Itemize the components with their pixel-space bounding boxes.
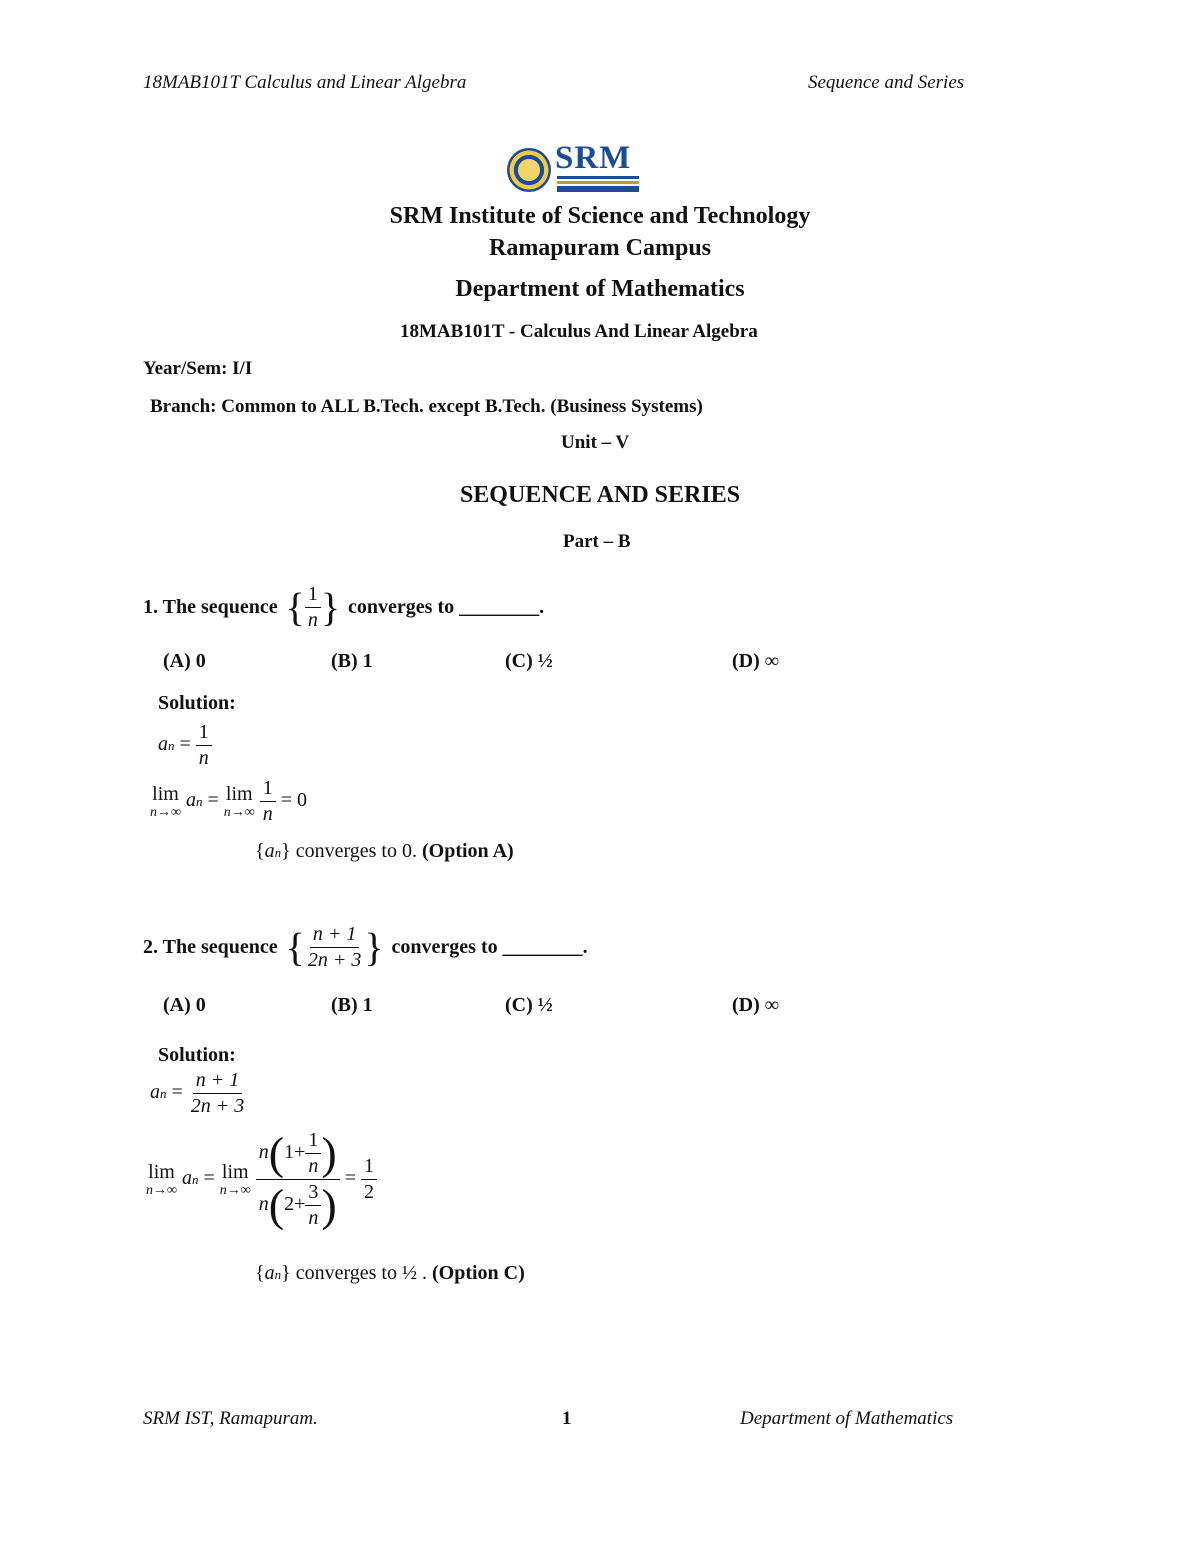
q2-conclusion: {an} converges to ½ . (Option C) xyxy=(255,1262,525,1284)
question-2-prefix: 2. The sequence xyxy=(143,936,278,958)
q1-option-a: (A) 0 xyxy=(163,650,206,672)
topic-title: SEQUENCE AND SERIES xyxy=(459,482,741,508)
question-2-suffix: converges to ________. xyxy=(391,936,588,958)
question-1-prefix: 1. The sequence xyxy=(143,596,278,618)
branch: Branch: Common to ALL B.Tech. except B.Tech. (Business Systems) xyxy=(150,396,703,417)
header-topic: Sequence and Series xyxy=(808,72,965,93)
question-2-sequence: { $\frac{n + 1}{2n + 3}$ } xyxy=(285,923,384,971)
question-1-suffix: converges to ________. xyxy=(348,596,545,618)
header-course: 18MAB101T Calculus and Linear Algebra xyxy=(143,72,467,93)
year-sem: Year/Sem: I/I xyxy=(143,358,253,379)
institute-name: SRM Institute of Science and Technology xyxy=(389,203,811,229)
question-1-sequence: { $\frac{1}{n}$ } xyxy=(285,583,341,631)
q2-option-b: (B) 1 xyxy=(331,994,373,1016)
q2-an-definition: an = $\frac{n + 1}{2n + 3}$ xyxy=(150,1069,245,1117)
q1-an-definition: an = $\frac{1}{n}$ xyxy=(158,722,212,769)
question-2 xyxy=(143,924,588,971)
unit: Unit – V xyxy=(561,432,630,453)
page-number: 1 xyxy=(562,1408,572,1429)
q2-limit: lim n→∞ an = lim n→∞ n(1+ $\frac{1}{n}$ ) n(2+ $\frac{3}{n}$ ) = $\frac{1}{2}$ xyxy=(146,1130,377,1229)
q2-option-c: (C) ½ xyxy=(505,994,553,1016)
srm-logo xyxy=(507,140,639,194)
q2-option-a: (A) 0 xyxy=(163,994,206,1016)
footer-department: Department of Mathematics xyxy=(740,1408,954,1429)
q2-option-d: (D) ∞ xyxy=(732,994,780,1016)
part-label: Part – B xyxy=(563,531,631,552)
campus-name: Ramapuram Campus xyxy=(488,235,712,261)
q2-solution-label: Solution: xyxy=(158,1044,236,1066)
q1-conclusion: {an} converges to 0. (Option A) xyxy=(255,840,514,862)
seal-icon xyxy=(507,148,551,192)
question-1 xyxy=(143,584,544,631)
logo-wordmark: SRM xyxy=(555,140,632,176)
footer-institute: SRM IST, Ramapuram. xyxy=(143,1408,318,1429)
q1-option-c: (C) ½ xyxy=(505,650,553,672)
q1-solution-label: Solution: xyxy=(158,692,236,714)
q1-limit: lim n→∞ an = lim n→∞ $\frac{1}{n}$ = 0 xyxy=(150,777,308,825)
department-name: Department of Mathematics xyxy=(455,276,745,302)
q1-option-d: (D) ∞ xyxy=(732,650,780,672)
q1-option-b: (B) 1 xyxy=(331,650,373,672)
course-title: 18MAB101T - Calculus And Linear Algebra xyxy=(400,321,758,342)
